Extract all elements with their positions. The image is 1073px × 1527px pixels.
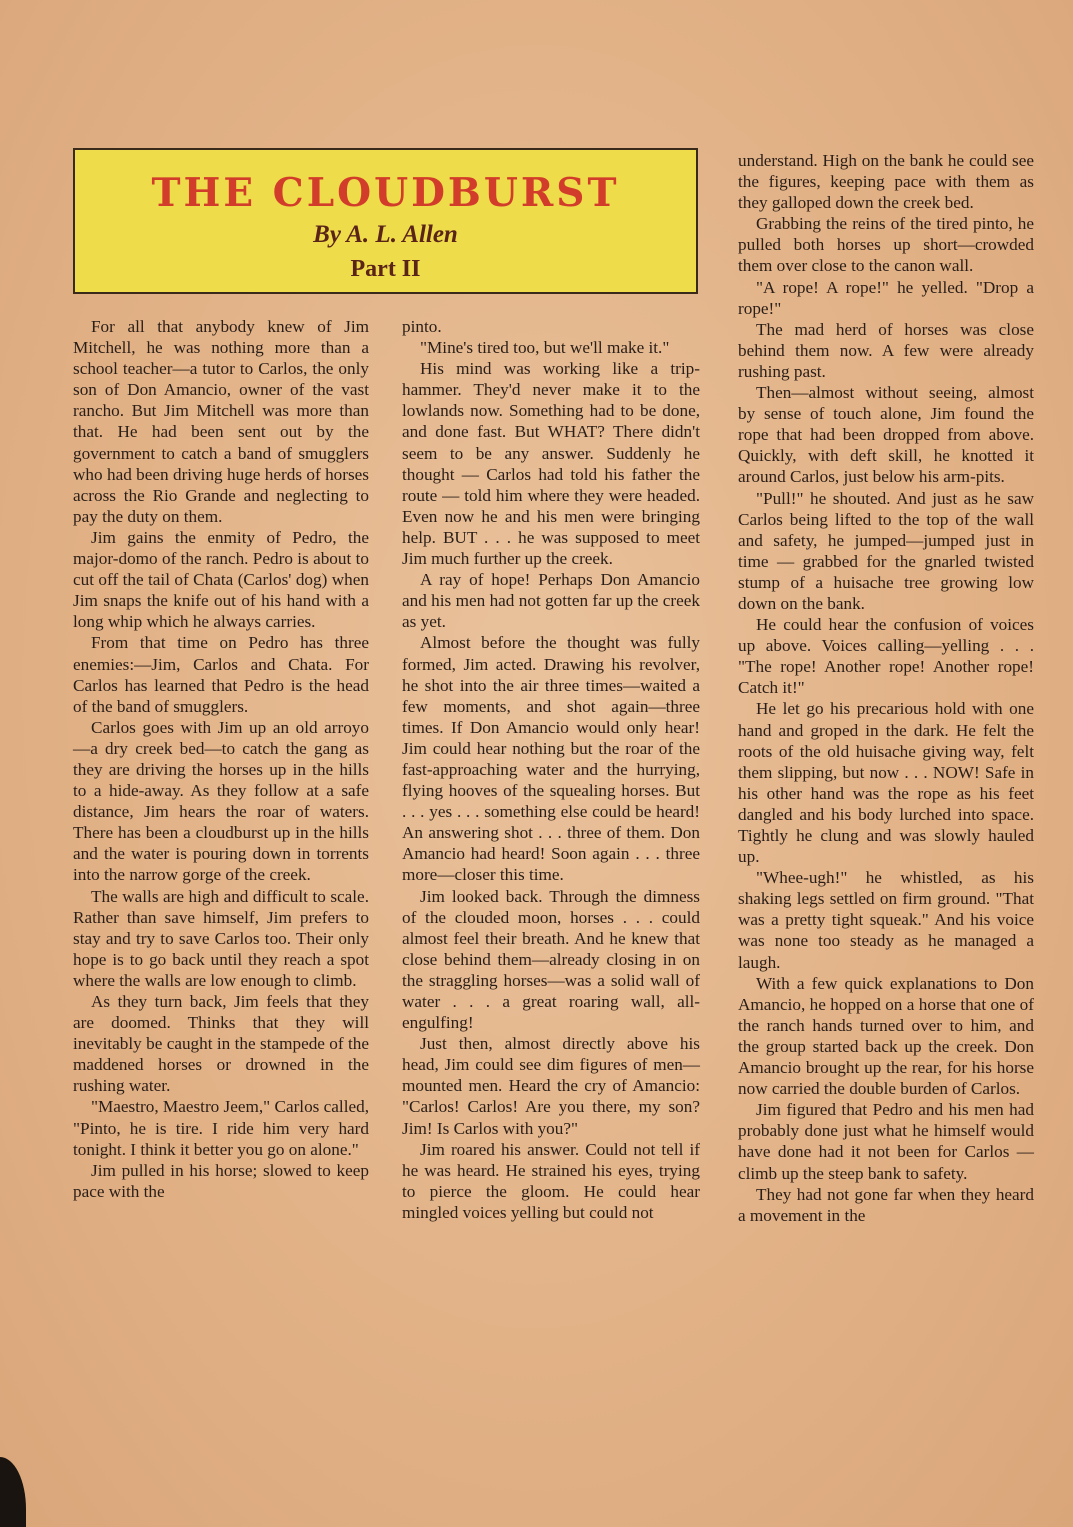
paragraph: "Mine's tired too, but we'll make it." <box>420 338 670 358</box>
paragraph: "Whee-ugh!" he whistled, as his shaking legs settled on firm ground. "That was a pretty tight squeak." And his voice was none too steady as he managed a laugh. <box>738 868 1034 972</box>
page-corner-shadow <box>0 1457 26 1527</box>
text-column-1 <box>73 316 369 1202</box>
title-panel <box>73 148 698 294</box>
paragraph: Jim looked back. Through the dimness of the clouded moon, horses . . . could almost feel their breath. And he knew that close behind them—already closing in on the straggling horses—was a solid wall of water . . . a great roaring wall, all-engulfing! <box>402 886 700 1033</box>
paragraph: understand. High on the bank he could see the figures, keeping pace with them as they galloped down the creek bed. <box>738 151 1034 213</box>
paragraph: With a few quick explanations to Don Amancio, he hopped on a horse that one of the ranch hands turned over to him, and the group started back up the creek. Don Amancio brought up the rear, for his horse now carried the double burden of Carlos. <box>738 973 1034 1099</box>
text-column-3 <box>738 150 1034 1226</box>
paragraph: Almost before the thought was fully formed, Jim acted. Drawing his revolver, he shot into the air three times—waited a few moments, and shot again—three times. If Don Amancio would only hear! Jim could hear nothing but the roar of the fast-approaching water and the hurrying, flying hooves of the squealing horses. But . . . yes . . . something else could be heard! An answering shot . . . three of them. Don Amancio had heard! Soon again . . . three more—closer this time. <box>402 633 700 885</box>
paragraph: Just then, almost directly above his head, Jim could see dim figures of men—mounted men. Heard the cry of Amancio: "Carlos! Carlos! Are you there, my son? Jim! Is Carlos with you?" <box>402 1034 700 1138</box>
paragraph: Jim pulled in his horse; slowed to keep pace with the <box>73 1160 369 1201</box>
paragraph: Jim figured that Pedro and his men had probably done just what he himself would have done had it not been for Carlos — climb up the steep bank to safety. <box>738 1100 1034 1183</box>
paragraph: "Maestro, Maestro Jeem," Carlos called, "Pinto, he is tire. I ride him very hard tonight. I think it better you go on alone." <box>73 1097 369 1159</box>
story-byline: By A. L. Allen <box>313 221 458 248</box>
paragraph: Then—almost without seeing, almost by sense of touch alone, Jim found the rope that had been dropped from above. Quickly, with deft skill, he knotted it around Carlos, just below his arm-pits. <box>738 383 1034 487</box>
paragraph: Carlos goes with Jim up an old arroyo—a dry creek bed—to catch the gang as they are driving the horses up in the hills to a hide-away. As they follow at a safe distance, Jim hears the roar of waters. There has been a cloudburst up in the hills and the water is pouring down in torrents into the narrow gorge of the creek. <box>73 717 369 885</box>
story-title: THE CLOUDBURST <box>151 170 620 216</box>
paragraph: He could hear the confusion of voices up above. Voices calling—yelling . . . "The rope! Another rope! Another rope! Catch it!" <box>738 615 1034 698</box>
paragraph: "A rope! A rope!" he yelled. "Drop a rope!" <box>738 277 1034 318</box>
paragraph: The mad herd of horses was close behind them now. A few were already rushing past. <box>738 319 1034 381</box>
story-part: Part II <box>350 256 421 282</box>
paragraph: Jim roared his answer. Could not tell if he was heard. He strained his eyes, trying to pierce the gloom. He could hear mingled voices yelling but could not <box>402 1139 700 1222</box>
paragraph: A ray of hope! Perhaps Don Amancio and his men had not gotten far up the creek as yet. <box>402 570 700 632</box>
text-column-2 <box>402 316 700 1223</box>
paragraph: They had not gone far when they heard a movement in the <box>738 1184 1034 1225</box>
paragraph: pinto. <box>402 317 442 336</box>
paragraph: Grabbing the reins of the tired pinto, he pulled both horses up short—crowded them over close to the canon wall. <box>738 214 1034 276</box>
paragraph: As they turn back, Jim feels that they are doomed. Thinks that they will inevitably be caught in the stampede of the maddened horses or drowned in the rushing water. <box>73 992 369 1096</box>
paragraph: Jim gains the enmity of Pedro, the major-domo of the ranch. Pedro is about to cut off the tail of Chata (Carlos' dog) when Jim snaps the knife out of his hand with a long whip which he always carries. <box>73 527 369 632</box>
paragraph: From that time on Pedro has three enemies:—Jim, Carlos and Chata. For Carlos has learned that Pedro is the head of the band of smugglers. <box>73 633 369 716</box>
paragraph: His mind was working like a trip-hammer. They'd never make it to the lowlands now. Something had to be done, and done fast. But WHAT? There didn't seem to be any answer. Suddenly he thought — Carlos had told his father the route — told him where they were headed. Even now he and his men were bringing help. BUT . . . he was supposed to meet Jim much further up the creek. <box>402 359 700 569</box>
paragraph: He let go his precarious hold with one hand and groped in the dark. He felt the roots of the old huisache giving way, felt them slipping, but now . . . NOW! Safe in his other hand was the rope as his feet dangled and his body lurched into space. Tightly he clung and was slowly hauled up. <box>738 699 1034 867</box>
paragraph: The walls are high and difficult to scale. Rather than save himself, Jim prefers to stay and try to save Carlos too. Their only hope is to go back until they reach a spot where the walls are low enough to climb. <box>73 886 369 990</box>
paragraph: "Pull!" he shouted. And just as he saw Carlos being lifted to the top of the wall and safety, he jumped—jumped just in time — grabbed for the gnarled twisted stump of a huisache tree growing low down on the bank. <box>738 488 1034 613</box>
paragraph: For all that anybody knew of Jim Mitchell, he was nothing more than a school teacher—a tutor to Carlos, the only son of Don Amancio, owner of the vast rancho. But Jim Mitchell was more than that. He had been sent out by the government to catch a band of smugglers who had been driving huge herds of horses across the Rio Grande and neglecting to pay the duty on them. <box>73 317 369 526</box>
